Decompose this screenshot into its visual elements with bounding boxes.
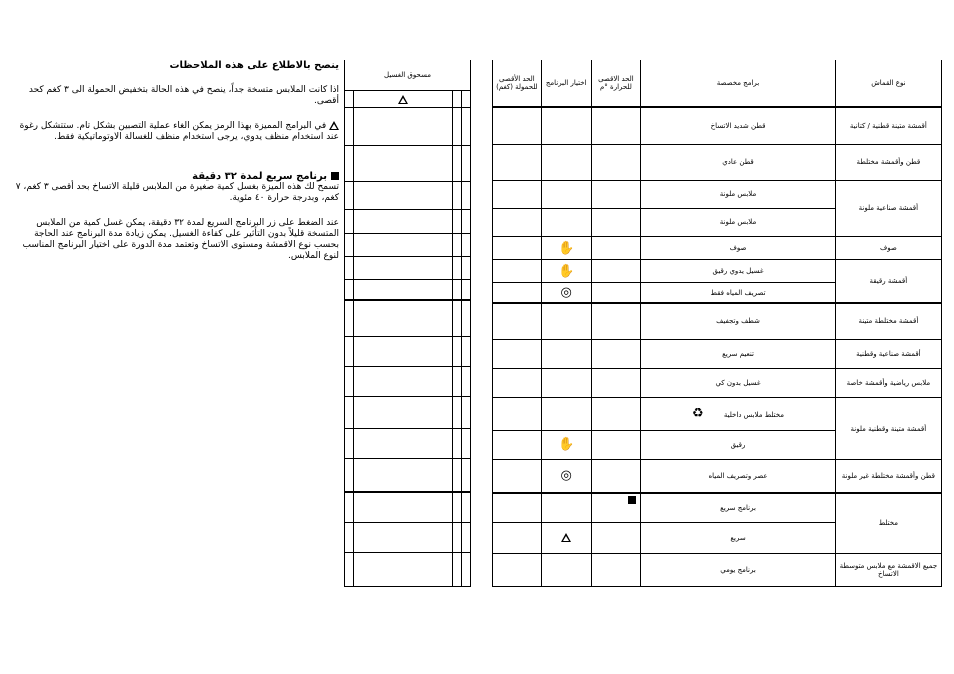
max-load-header: الحد الأقصى للحمولة (كغم) [493, 60, 542, 107]
triangle-icon [329, 121, 339, 130]
program-cell: تنعيم سريع [641, 339, 835, 368]
program-cell: برنامج سريع [641, 493, 835, 523]
hand-wash-icon: ✋ [541, 236, 591, 259]
fabric-cell: أقمشة متينة قطنية / كتانية [835, 107, 941, 144]
program-cell: رقيق [641, 430, 835, 459]
detergent-table [344, 60, 471, 587]
fabric-header: نوع القماش [835, 60, 941, 107]
options-header: اختيار البرنامج [541, 60, 591, 107]
recycle-icon: ♻ [691, 406, 704, 422]
fabric-cell: أقمشة صناعية ملونة [835, 180, 941, 236]
quick-program-title [14, 171, 339, 182]
program-cell: سريع [641, 523, 835, 553]
program-cell: ملابس ملونة [641, 208, 835, 236]
program-cell: شطف وتجفيف [641, 303, 835, 339]
square-icon [331, 172, 339, 180]
program-cell [641, 398, 835, 430]
program-cell-text: مختلط ملابس داخلية [723, 411, 785, 420]
program-cell: قطن شديد الاتساخ [641, 107, 835, 144]
program-cell: غسيل بدون كي [641, 369, 835, 398]
notes-title: ينصح بالاطلاع على هذه الملاحظات [169, 60, 339, 71]
fabric-cell: أقمشة متينة وقطنية ملونة [835, 398, 941, 460]
spin-icon: ◎ [541, 459, 591, 492]
notes-panel [14, 60, 339, 262]
fabric-cell: ملابس رياضية وأقمشة خاصة [835, 369, 941, 398]
program-cell: عصر وتصريف المياه [641, 459, 835, 492]
max-temp-header: الحد الاقصى للحرارة °م [591, 60, 641, 107]
triangle-icon [541, 523, 591, 553]
program-cell: غسيل يدوي رقيق [641, 260, 835, 283]
note-paragraph-2 [14, 121, 339, 143]
program-cell: صوف [641, 236, 835, 259]
program-cell: ملابس ملونة [641, 180, 835, 208]
fabric-cell: أقمشة رقيقة [835, 260, 941, 303]
program-cell: قطن عادي [641, 145, 835, 180]
square-icon [591, 493, 641, 523]
fabric-cell: مختلط [835, 493, 941, 554]
programs-header: برامج مخصصة [641, 60, 835, 107]
fabric-cell: أقمشة صناعية وقطنية [835, 339, 941, 368]
programs-table [492, 60, 942, 587]
hand-wash-icon: ✋ [541, 430, 591, 459]
fabric-cell: جميع الاقمشة مع ملابس متوسطة الاتساخ [835, 553, 941, 586]
triangle-icon [354, 91, 453, 108]
spin-icon: ◎ [541, 283, 591, 303]
fabric-cell: صوف [835, 236, 941, 259]
hand-wash-icon: ✋ [541, 260, 591, 283]
program-cell: برنامج يومي [641, 553, 835, 586]
program-cell: تصريف المياه فقط [641, 283, 835, 303]
note-paragraph-2-text: في البرامج المميزة بهذا الرمز يمكن الغاء عملية التصبين بشكل تام. ستتشكل رغوة عند استخدام منظف يدوي، يرجى استخدام منظف للغسالة الاوتوماتيكية فقط. [19, 121, 339, 142]
fabric-cell: قطن وأقمشة مختلطة غير ملونة [835, 459, 941, 492]
note-paragraph-3: عند الضغط على زر البرنامج السريع لمدة ٣٢ دقيقة، يمكن غسل كمية من الملابس المتسخة قليلاً بدون التأثير على كفاءة الغسيل. يمكن زيادة مدة البرنامج عند الحاجة بحسب نوع الاقمشة ومستوى الاتساخ وتعتمد مدة الدورة على اختيار البرنامج المناسب لنوع الملابس. [22, 218, 339, 261]
detergent-header: مسحوق الغسيل [345, 60, 471, 91]
quick-title-text: برنامج سريع لمدة ٣٢ دقيقة [192, 171, 327, 182]
quick-program-body: تسمح لك هذه الميزة بغسل كمية صغيرة من الملابس قليلة الاتساخ بحد أقصى ٣ كغم، ٧ كغم، وبدرجة حرارة ٤٠ مئوية. [15, 182, 339, 203]
fabric-cell: أقمشة مختلطة متينة [835, 303, 941, 339]
note-paragraph-1: اذا كانت الملابس متسخة جداً، ينصح في هذه الحالة بتخفيض الحمولة الى ٣ كغم كحد أقصى. [28, 85, 339, 106]
fabric-cell: قطن وأقمشة مختلطة [835, 145, 941, 180]
